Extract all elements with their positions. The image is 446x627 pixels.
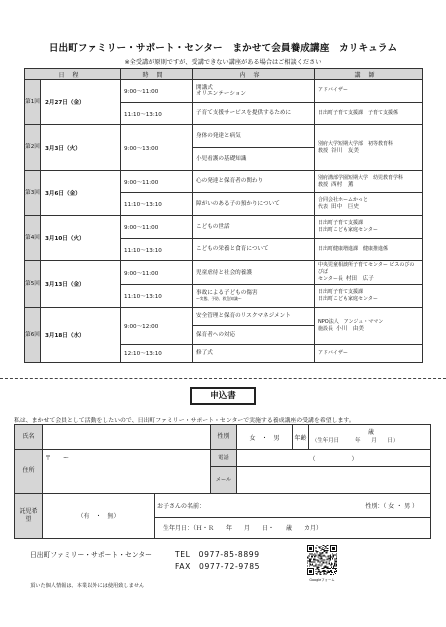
session-date: 2月27日（金）	[41, 80, 121, 125]
application-title: 申込書	[190, 387, 256, 405]
phone-field[interactable]: （ ）	[237, 450, 431, 467]
session-content-text: 子育て支援サービスを提供するために	[196, 110, 292, 117]
curriculum-row	[25, 80, 423, 103]
instructor-affiliation: 日出町子育て支援課 日出町こども家庭センター	[318, 219, 378, 233]
instructor-affiliation: 別府溝部学園短期大学 幼児教育学科 教授	[318, 174, 404, 188]
session-content-text: こどもの世話	[196, 223, 230, 230]
session-instructor	[315, 238, 423, 261]
session-content	[193, 148, 315, 171]
instructor-affiliation: 別府大学短期大学部 初等教育科 教授	[318, 140, 394, 154]
session-content-text: 児童虐待と社会的養護	[196, 269, 252, 276]
instructor-affiliation: 日出町健康増進課 健康推進係	[318, 246, 389, 253]
header-time: 時間	[121, 69, 193, 80]
session-content-text: 身体の発達と病気	[196, 133, 241, 140]
child-name-label: お子さんの名前：	[157, 502, 206, 510]
session-instructor	[315, 216, 423, 239]
child-birth-field[interactable]: 生年月日：（Ｈ・Ｒ 年 月 日・ 歳 カ月）	[155, 517, 431, 538]
address-field[interactable]	[43, 450, 211, 493]
instructor-name: 小川 由美	[336, 325, 365, 332]
curriculum-header-row	[25, 69, 423, 80]
name-label	[15, 425, 43, 450]
session-date: 3月13日（金）	[41, 261, 121, 307]
session-content	[193, 238, 315, 261]
header-instructor: 講師	[315, 69, 423, 80]
cut-line	[0, 378, 446, 379]
contact-tel: TEL 0977-85-8899	[175, 550, 260, 559]
session-label: 第3回	[25, 170, 41, 215]
instructor-name: 西村 薫	[331, 181, 354, 188]
session-content	[193, 326, 315, 344]
name-field[interactable]	[43, 425, 211, 450]
session-content-text: 心の発達と保育者の関わり	[196, 178, 264, 185]
session-content	[193, 170, 315, 193]
session-label: 第6回	[25, 307, 41, 362]
session-content-text: 事故による子どもの傷害	[196, 289, 258, 296]
childcare-options[interactable]: （有 ・ 無）	[43, 493, 155, 538]
session-label: 第5回	[25, 261, 41, 307]
child-gender-field[interactable]: 性別：（ 女 ・ 男 ）	[257, 493, 431, 517]
application-form	[14, 424, 431, 539]
session-content	[193, 125, 315, 148]
instructor-name: 田中 巨史	[331, 204, 360, 211]
session-time: 9:00〜12:00	[121, 307, 193, 344]
session-content-text: 小児看護の基礎知識	[196, 155, 247, 162]
age-unit: 歳	[368, 429, 375, 437]
curriculum-row	[25, 307, 423, 325]
curriculum-row	[25, 216, 423, 239]
instructor-affiliation: アドバイザー	[318, 87, 348, 94]
session-date: 3月10日（火）	[41, 216, 121, 261]
privacy-note: 頂いた個人情報は、本業以外には使用致しません	[30, 583, 145, 589]
session-content	[193, 80, 315, 103]
session-instructor	[315, 344, 423, 362]
session-instructor	[315, 125, 423, 170]
phone-label: 電話	[211, 450, 237, 467]
session-content	[193, 193, 315, 216]
header-date: 日程	[25, 69, 121, 80]
session-time: 12:10〜13:10	[121, 344, 193, 362]
curriculum-row	[25, 261, 423, 285]
session-label: 第1回	[25, 80, 41, 125]
postal-mark: 〒 ー	[45, 455, 70, 463]
address-label: 住所	[15, 450, 43, 493]
qr-code-icon[interactable]	[307, 545, 337, 575]
mail-field[interactable]	[237, 467, 431, 493]
session-time: 11:10〜13:10	[121, 102, 193, 125]
session-content-text: 開講式 オリエンテーション	[196, 84, 247, 97]
gender-options[interactable]: 女 ・ 男	[237, 425, 293, 450]
session-content-sub: 〜実態、予防、救急知識〜	[196, 295, 242, 301]
contact-fax: FAX 0977-72-9785	[175, 562, 261, 571]
instructor-affiliation: 合同会社ホームかっと 代表	[318, 197, 369, 211]
session-content-text: 保育者への対応	[196, 331, 236, 338]
page-title: 日出町ファミリー・サポート・センター まかせて会員養成講座 カリキュラム	[48, 43, 398, 54]
birth-date-label: （生年月日 年 月 日）	[312, 438, 399, 445]
curriculum-row	[25, 170, 423, 193]
child-name-field[interactable]	[155, 493, 257, 517]
instructor-name: 村田 広子	[345, 276, 374, 283]
session-content	[193, 261, 315, 285]
session-instructor	[315, 170, 423, 193]
session-instructor	[315, 193, 423, 216]
attendance-note: ※全受講が原則ですが、受講できない講座がある場合はご相談ください	[124, 59, 322, 66]
childcare-label: 託児希望	[15, 493, 43, 538]
instructor-affiliation: 中央児童相談所子育てセンター ビスのびのびば センター長	[318, 262, 415, 283]
session-content-text: 安全管理と保育のリスクマネジメント	[196, 313, 291, 320]
session-time: 9:00〜11:00	[121, 80, 193, 103]
session-content-text: 障がいのある子の預かりについて	[196, 201, 280, 208]
session-date: 3月3日（火）	[41, 125, 121, 170]
session-content	[193, 307, 315, 325]
header-content: 内容	[193, 69, 315, 80]
application-pledge: 私は、まかせて会員として活動をしたいので、日出町ファミリー・サポート・センターで実施する養成講座の受講を希望します。	[14, 418, 355, 424]
session-time: 9:00〜11:00	[121, 216, 193, 239]
session-instructor	[315, 307, 423, 344]
session-date: 3月6日（金）	[41, 170, 121, 215]
gender-label: 性別	[211, 425, 237, 450]
session-time: 11:10〜13:10	[121, 238, 193, 261]
session-content-text: こどもの栄養と食育について	[196, 246, 269, 253]
contact-center-name: 日出町ファミリー・サポート・センター	[30, 551, 152, 559]
session-date: 3月18日（水）	[41, 307, 121, 362]
session-time: 9:00〜11:00	[121, 261, 193, 285]
session-time: 11:10〜13:10	[121, 285, 193, 308]
qr-label: Googleフォーム	[309, 578, 335, 582]
instructor-affiliation: アドバイザー	[318, 349, 348, 356]
instructor-name: 谷川 友美	[331, 147, 360, 154]
session-content	[193, 216, 315, 239]
curriculum-row	[25, 125, 423, 148]
curriculum-table	[24, 68, 423, 363]
session-time: 11:10〜13:10	[121, 193, 193, 216]
session-content	[193, 285, 315, 308]
session-instructor	[315, 102, 423, 125]
session-time: 9:00〜11:00	[121, 170, 193, 193]
session-content	[193, 102, 315, 125]
session-time: 9:00〜13:00	[121, 125, 193, 170]
session-content	[193, 344, 315, 362]
mail-label: メール	[211, 467, 237, 493]
instructor-affiliation: NPO法人 アンジュ・ママン 施設長	[318, 318, 384, 332]
session-instructor	[315, 261, 423, 285]
instructor-affiliation: 日出町子育て支援課 日出町こども家庭センター	[318, 288, 378, 302]
age-label: 年齢	[293, 425, 309, 449]
session-label: 第4回	[25, 216, 41, 261]
session-content-text: 修了式	[196, 350, 213, 357]
name-label-text: 氏名	[22, 433, 35, 441]
session-label: 第2回	[25, 125, 41, 170]
age-cell[interactable]	[293, 425, 431, 450]
session-instructor	[315, 80, 423, 103]
instructor-affiliation: 日出町子育て支援課 子育て支援係	[318, 110, 399, 116]
session-instructor	[315, 285, 423, 308]
